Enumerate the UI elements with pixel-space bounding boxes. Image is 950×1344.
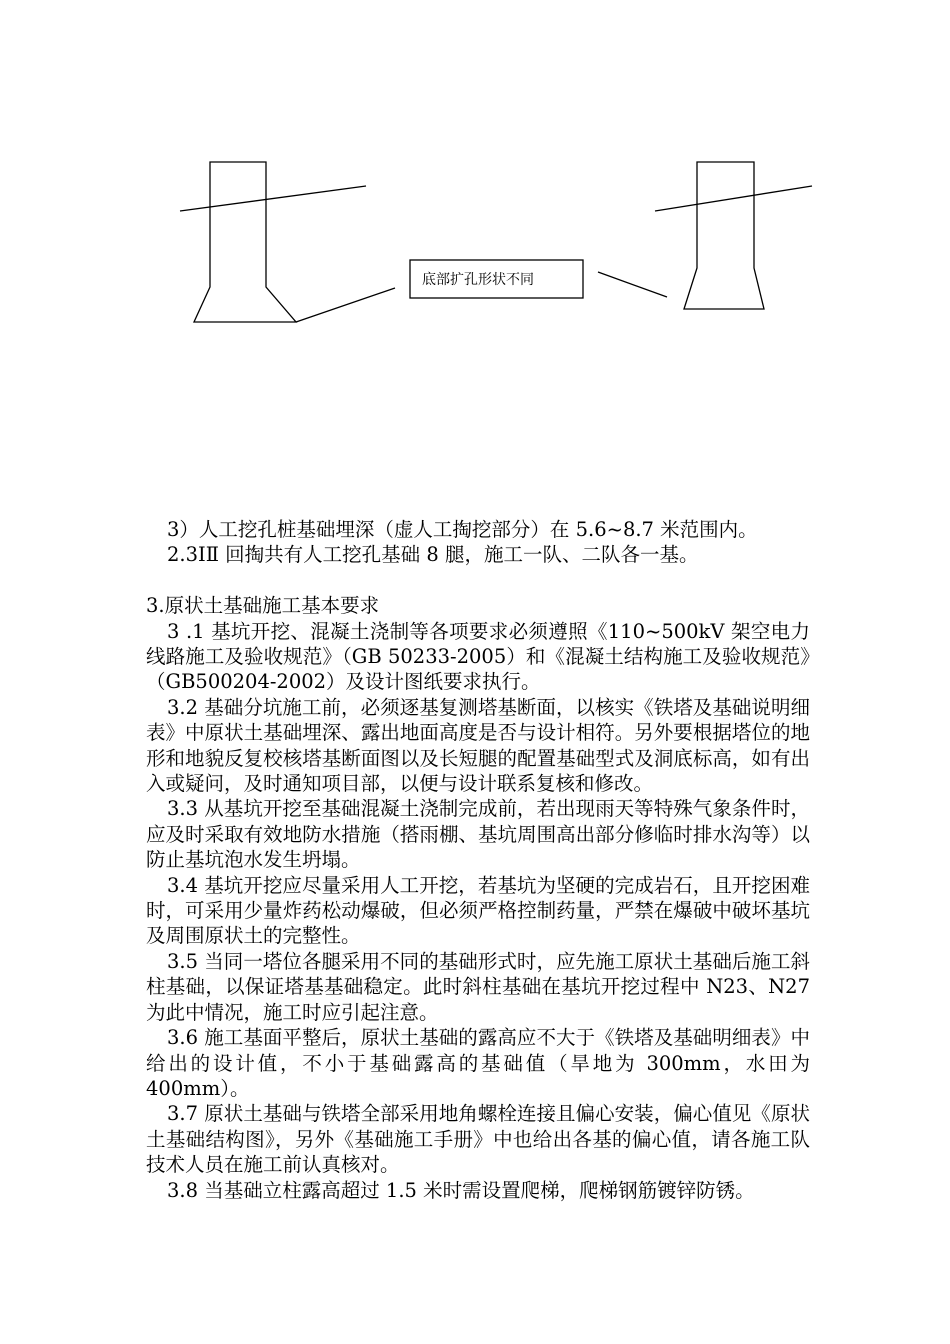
- left-ground-line: [180, 186, 366, 211]
- paragraph-3-6: 3.6 施工基面平整后，原状土基础的露高应不大于《铁塔及基础明细表》中给出的设计值，不小于基础露高的基础值（旱地为 300mm，水田为 400mm）。: [146, 1026, 810, 1100]
- leader-line-left: [296, 288, 395, 322]
- paragraph-3-3: 3.3 从基坑开挖至基础混凝土浇制完成前，若出现雨天等特殊气象条件时，应及时采取有效地防水措施（搭雨棚、基坑周围高出部分修临时排水沟等）以防止基坑泡水发生坍塌。: [146, 797, 810, 872]
- right-pile-outline: [684, 162, 764, 309]
- paragraph-3-1: 3 .1 基坑开挖、混凝土浇制等各项要求必须遵照《110~500kV 架空电力线路施工及验收规范》（GB 50233-2005）和《混凝土结构施工及验收规范》（GB500204-2002）及设计图纸要求执行。: [146, 619, 810, 694]
- leader-line-right: [598, 272, 667, 297]
- list-item-3: 3）人工挖孔桩基础埋深（虚人工掏挖部分）在 5.6~8.7 米范围内。: [167, 518, 758, 541]
- blank-line: [146, 568, 810, 593]
- paragraph-3-7: 3.7 原状土基础与铁塔全部采用地角螺栓连接且偏心安装，偏心值见《原状土基础结构图》，另外《基础施工手册》中也给出各基的偏心值，请各施工队技术人员在施工前认真核对。: [146, 1102, 810, 1177]
- paragraph-3-5: 3.5 当同一塔位各腿采用不同的基础形式时，应先施工原状土基础后施工斜柱基础，以保证塔基基础稳定。此时斜柱基础在基坑开挖过程中 N23、N27 为此中情况，施工时应引起注意。: [146, 949, 810, 1024]
- right-ground-line: [655, 186, 812, 211]
- callout-label: 底部扩孔形状不同: [422, 272, 534, 288]
- paragraph-3-2: 3.2 基础分坑施工前，必须逐基复测塔基断面，以核实《铁塔及基础说明细表》中原状土基础埋深、露出地面高度是否与设计相符。另外要根据塔位的地形和地貌反复校核塔基断面图以及长短腿的配置基础型式及洞底标高，如有出入或疑问，及时通知项目部，以便与设计联系复核和修改。: [146, 695, 810, 796]
- document-body: [146, 517, 810, 1203]
- paragraph-3-4: 3.4 基坑开挖应尽量采用人工开挖，若基坑为坚硬的完成岩石，且开挖困难时，可采用少量炸药松动爆破，但必须严格控制药量，严禁在爆破中破坏基坑及周围原状土的完整性。: [146, 873, 810, 948]
- paragraph-3-8: 3.8 当基础立柱露高超过 1.5 米时需设置爬梯，爬梯钢筋镀锌防锈。: [167, 1178, 755, 1202]
- paragraph-2-3: 2.3ⅠⅡ 回掏共有人工挖孔基础 8 腿，施工一队、二队各一基。: [167, 543, 699, 567]
- pile-comparison-diagram: [0, 0, 950, 520]
- section-heading-3: 3.原状土基础施工基本要求: [146, 594, 380, 618]
- left-pile-outline: [194, 162, 296, 322]
